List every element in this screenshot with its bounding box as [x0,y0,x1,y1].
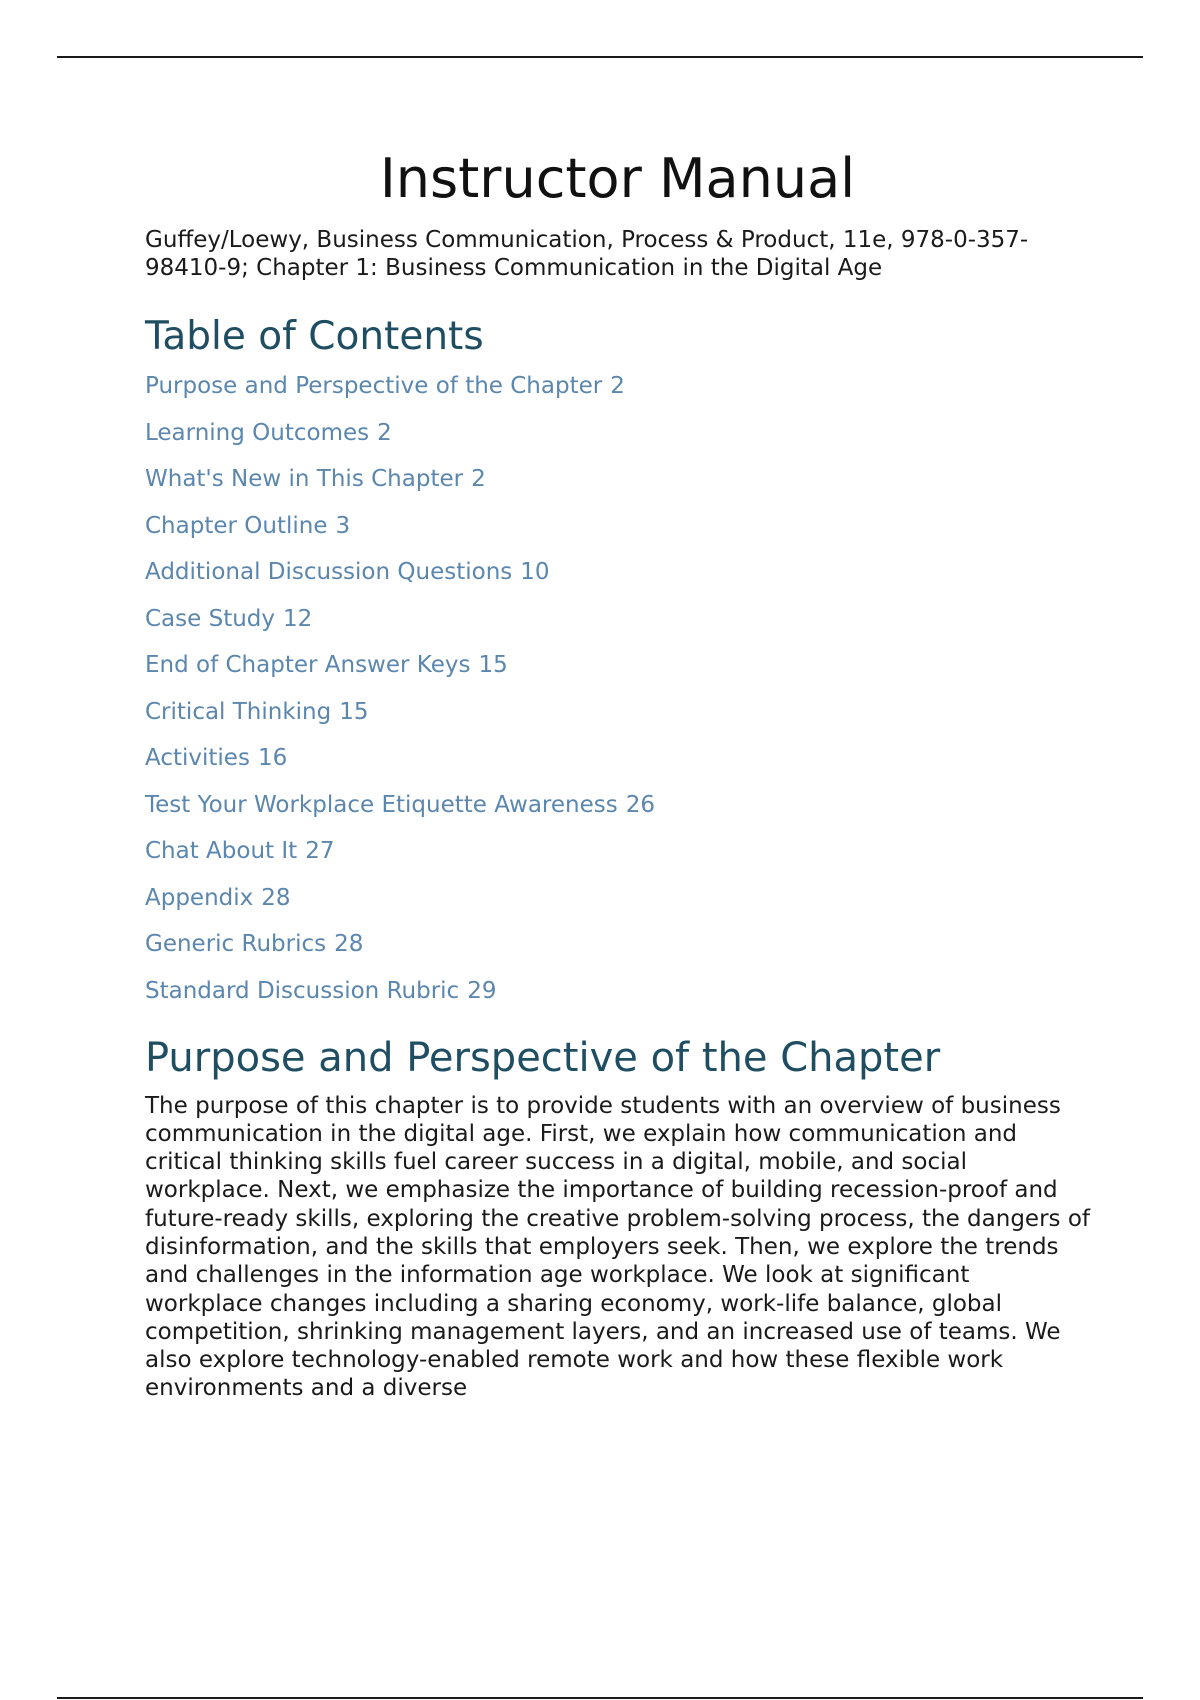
page-content [145,142,1090,1403]
toc-item-page: 26 [625,791,655,818]
toc-item-page: 15 [339,698,369,725]
toc-item-discussion-rubric[interactable] [145,977,1090,1005]
toc-item-label: Learning Outcomes [145,419,370,446]
toc-item-label: Test Your Workplace Etiquette Awareness [145,791,618,818]
toc-item-discussion-questions[interactable] [145,558,1090,586]
toc-item-page: 29 [467,977,497,1004]
toc-item-page: 10 [520,559,550,585]
toc-item-etiquette-awareness[interactable] [145,791,1090,819]
toc-item-whats-new[interactable] [145,465,1090,493]
toc-item-page: 27 [305,838,335,864]
toc-item-critical-thinking[interactable] [145,698,1090,726]
toc-item-purpose[interactable] [145,372,1090,400]
toc-item-case-study[interactable] [145,605,1090,633]
toc-item-label: Critical Thinking [145,698,332,725]
toc-item-generic-rubrics[interactable] [145,930,1090,958]
toc-item-answer-keys[interactable] [145,651,1090,679]
toc-item-chapter-outline[interactable] [145,512,1090,540]
toc-item-page: 2 [471,466,486,492]
toc-item-page: 3 [335,512,351,539]
toc-item-page: 2 [377,419,392,446]
purpose-heading: Purpose and Perspective of the Chapter [145,1034,941,1081]
toc-item-label: Chapter Outline [145,512,328,539]
purpose-body: The purpose of this chapter is to provide students with an overview of business communication in the digital age. First, we explain how communication and critical thinking skills fuel career success in a digital, mobile, and social workplace. Next, we emphasize the importance of building recession-proof and future-ready skills, exploring the creative problem-solving process, the dangers of disinformation, and the skills that employers seek. Then, we explore the trends and challenges in the information age workplace. We look at significant workplace changes including a sharing economy, work-life balance, global competition, shrinking management layers, and an increased use of teams. We also explore technology-enabled remote work and how these flexible work environments and a diverse [145,1092,1090,1402]
document-title: Instructor Manual [379,147,856,210]
toc-item-page: 16 [257,745,288,771]
toc-list [145,372,1090,1005]
toc-item-page: 15 [478,652,508,678]
toc-heading: Table of Contents [145,314,484,359]
toc-item-label: Additional Discussion Questions [145,559,513,585]
toc-item-label: Generic Rubrics [145,931,327,957]
top-rule [57,56,1143,58]
toc-item-activities[interactable] [145,744,1090,772]
toc-item-appendix[interactable] [145,884,1090,912]
toc-item-learning-outcomes[interactable] [145,419,1090,447]
toc-item-label: What's New in This Chapter [145,466,464,492]
toc-item-page: 12 [283,605,313,632]
document-subtitle: Guffey/Loewy, Business Communication, Process & Product, 11e, 978-0-357-98410-9; Chapter 1: Business Communication in the Digital Age [145,227,1029,281]
toc-item-label: End of Chapter Answer Keys [145,652,471,678]
toc-item-label: Appendix [145,884,254,911]
toc-item-label: Chat About It [145,838,298,864]
toc-item-page: 2 [610,373,625,399]
toc-item-chat-about-it[interactable] [145,837,1090,865]
toc-item-label: Activities [145,745,250,771]
toc-item-page: 28 [334,931,364,957]
toc-item-label: Purpose and Perspective of the Chapter [145,373,603,399]
bottom-rule [57,1697,1143,1699]
toc-item-page: 28 [261,884,291,911]
toc-item-label: Standard Discussion Rubric [145,977,460,1004]
toc-item-label: Case Study [145,605,276,632]
